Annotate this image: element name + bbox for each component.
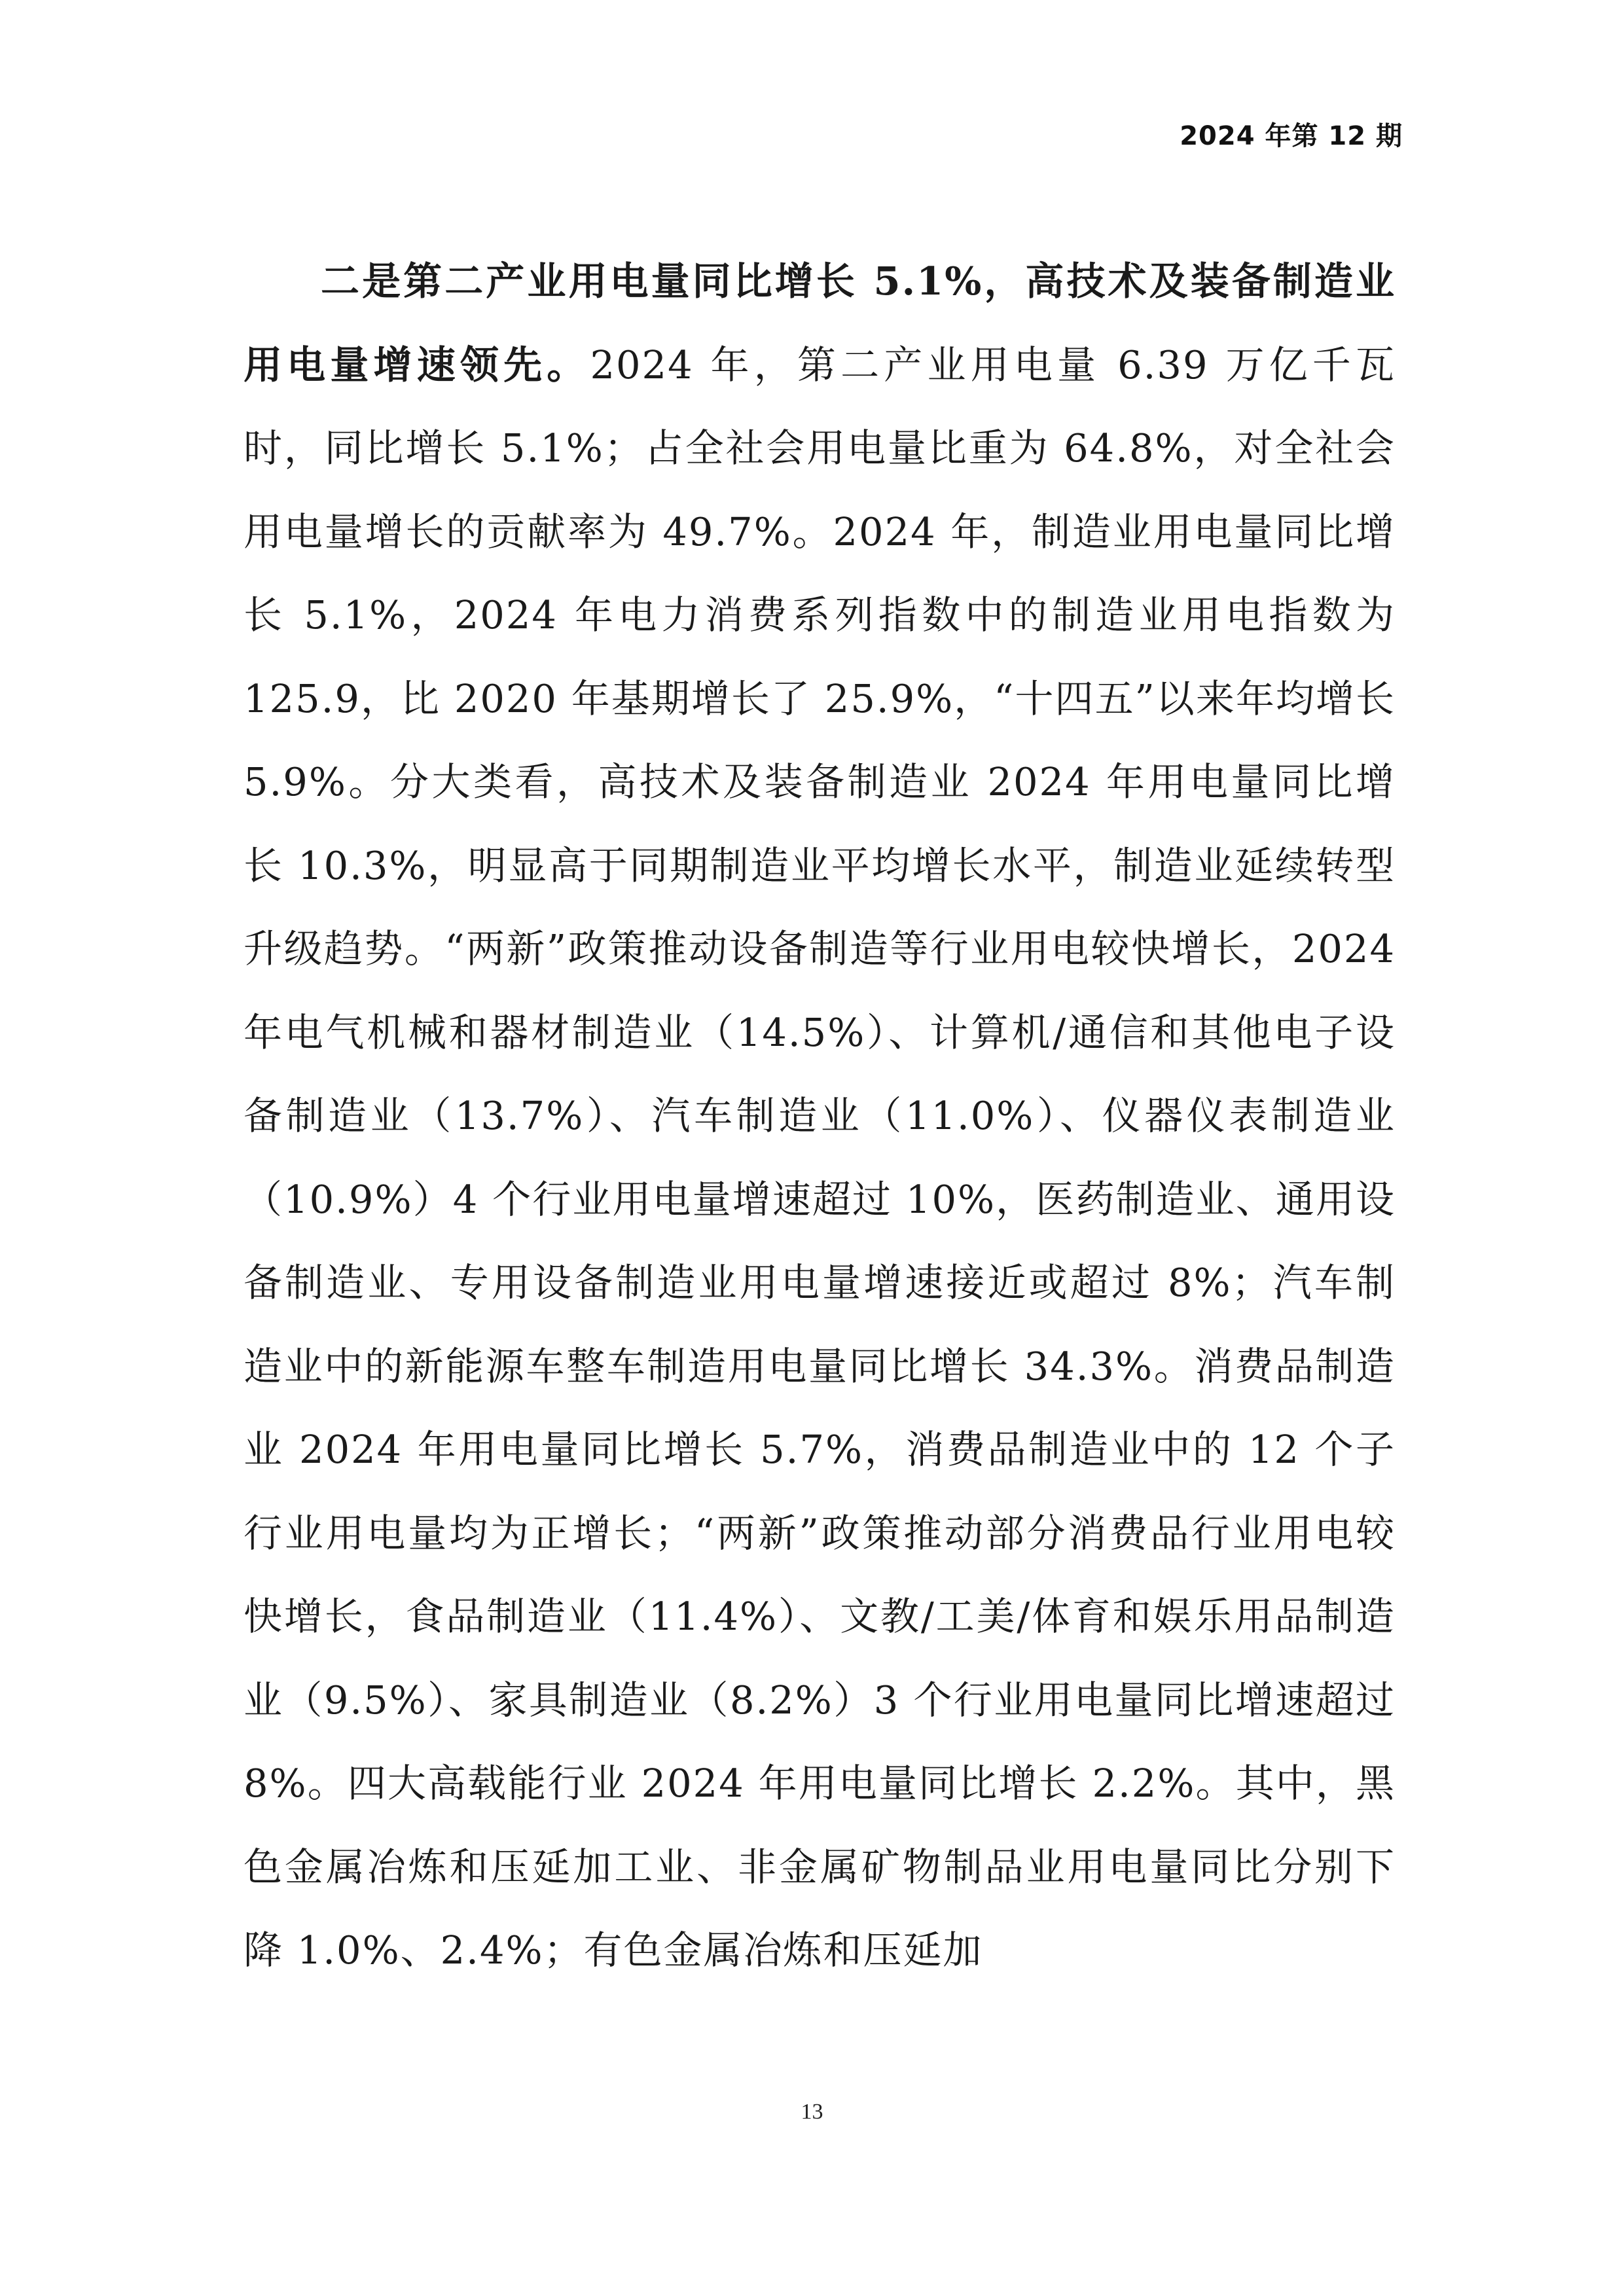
- paragraph-lead: 二是第二产业用电量同比增长 5.1%，高技术及装备制造业用电量增速领先。: [244, 259, 1396, 387]
- paragraph-body: 2024 年，第二产业用电量 6.39 万亿千瓦时，同比增长 5.1%；占全社会用电量比重为 64.8%，对全社会用电量增长的贡献率为 49.7%。2024 年，制造业用电量同比增长 5.1%，2024 年电力消费系列指数中的制造业用电指数为 125.9，比 2020 年基期增长了 25.9%，“十四五”以来年均增长 5.9%。分大类看，高技术及装备制造业 2024 年用电量同比增长 10.3%，明显高于同期制造业平均增长水平，制造业延续转型升级趋势。“两新”政策推动设备制造等行业用电较快增长，2024 年电气机械和器材制造业（14.5%）、计算机/通信和其他电子设备制造业（13.7%）、汽车制造业（11.0%）、仪器仪表制造业（10.9%）4 个行业用电量增速超过 10%，医药制造业、通用设备制造业、专用设备制造业用电量增速接近或超过 8%；汽车制造业中的新能源车整车制造用电量同比增长 34.3%。消费品制造业 2024 年用电量同比增长 5.7%，消费品制造业中的 12 个子行业用电量均为正增长；“两新”政策推动部分消费品行业用电较快增长，食品制造业（11.4%）、文教/工美/体育和娱乐用品制造业（9.5%）、家具制造业（8.2%）3 个行业用电量同比增速超过 8%。四大高载能行业 2024 年用电量同比增长 2.2%。其中，黑色金属冶炼和压延加工业、非金属矿物制品业用电量同比分别下降 1.0%、2.4%；有色金属冶炼和压延加: [244, 342, 1396, 1973]
- issue-header: 2024 年第 12 期: [1180, 121, 1403, 151]
- page-number: 13: [801, 2100, 823, 2124]
- body-paragraph: [244, 240, 1396, 1992]
